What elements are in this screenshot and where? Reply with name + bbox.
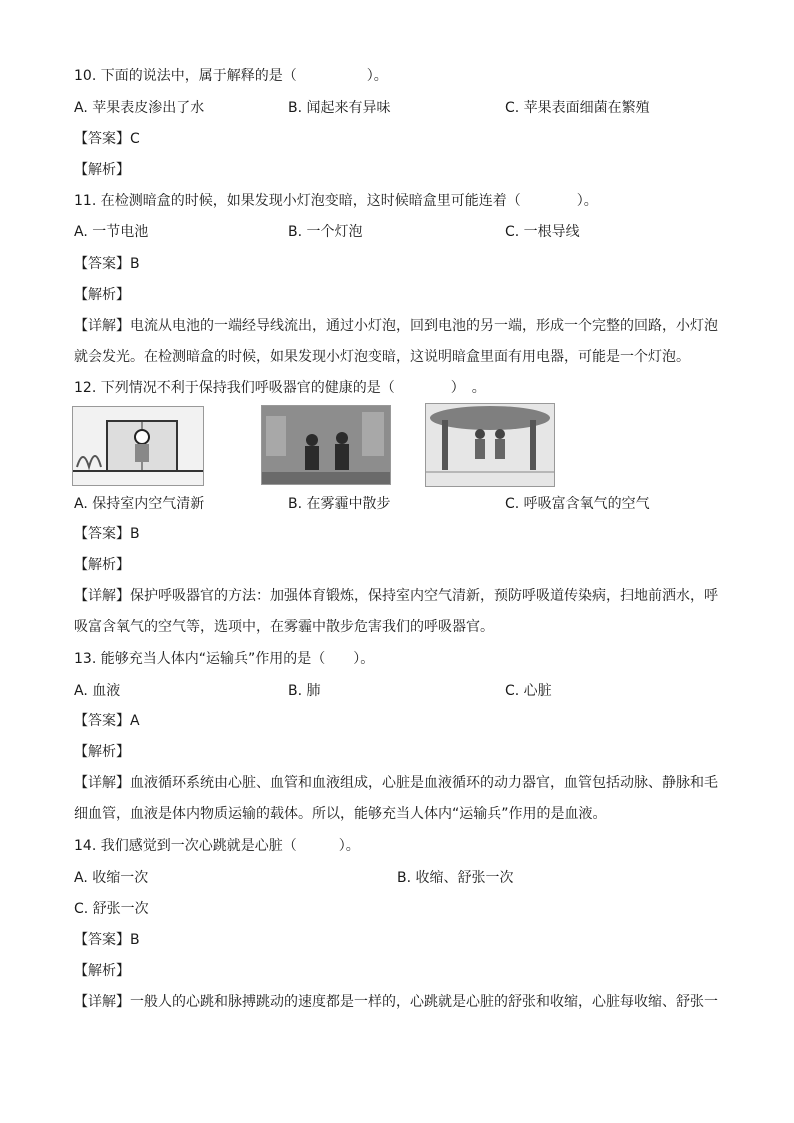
- q12-analysis: 【解析】: [74, 557, 130, 573]
- q11-option-b: B. 一个灯泡: [288, 224, 363, 240]
- q10-option-c: C. 苹果表面细菌在繁殖: [505, 100, 650, 116]
- window-illustration: [72, 406, 204, 486]
- q13-detail: 【详解】血液循环系统由心脏、血管和血液组成，心脏是血液循环的动力器官，血管包括动脉、静脉和毛细血管，血液是体内物质运输的载体。所以，能够充当人体内“运输兵”作用的是血液。: [74, 775, 718, 822]
- q11-analysis: 【解析】: [74, 287, 130, 303]
- q14-option-a: A. 收缩一次: [74, 870, 149, 886]
- q12-option-c: C. 呼吸富含氧气的空气: [505, 496, 650, 512]
- q14-detail: 【详解】一般人的心跳和脉搏跳动的速度都是一样的，心跳就是心脏的舒张和收缩，心脏每收缩、舒张一: [74, 994, 718, 1010]
- q12-stem: 12. 下列情况不利于保持我们呼吸器官的健康的是（ ） 。: [74, 380, 486, 396]
- q13-option-a: A. 血液: [74, 683, 121, 699]
- q13-analysis: 【解析】: [74, 744, 130, 760]
- q14-answer: 【答案】B: [74, 932, 140, 948]
- q12-detail: 【详解】保护呼吸器官的方法：加强体育锻炼，保持室内空气清新，预防呼吸道传染病，扫地前洒水，呼吸富含氧气的空气等，选项中，在雾霾中散步危害我们的呼吸器官。: [74, 588, 718, 635]
- q13-answer: 【答案】A: [74, 713, 140, 729]
- q14-stem: 14. 我们感觉到一次心跳就是心脏（ ）。: [74, 838, 360, 854]
- q12-answer: 【答案】B: [74, 526, 140, 542]
- trees-illustration: [425, 403, 555, 487]
- q10-analysis: 【解析】: [74, 162, 130, 178]
- q10-option-b: B. 闻起来有异味: [288, 100, 391, 116]
- q14-analysis: 【解析】: [74, 963, 130, 979]
- q11-detail: 【详解】电流从电池的一端经导线流出，通过小灯泡，回到电池的另一端，形成一个完整的回路，小灯泡就会发光。在检测暗盒的时候，如果发现小灯泡变暗，这说明暗盒里面有用电器，可能是一个灯泡。: [74, 318, 718, 365]
- q12-option-a: A. 保持室内空气清新: [74, 496, 205, 512]
- q11-option-c: C. 一根导线: [505, 224, 580, 240]
- q11-stem: 11. 在检测暗盒的时候，如果发现小灯泡变暗，这时候暗盒里可能连着（ ）。: [74, 193, 598, 209]
- q13-option-b: B. 肺: [288, 683, 321, 699]
- q11-answer: 【答案】B: [74, 256, 140, 272]
- q13-stem: 13. 能够充当人体内“运输兵”作用的是（ ）。: [74, 651, 375, 667]
- q10-stem: 10. 下面的说法中，属于解释的是（ ）。: [74, 68, 388, 84]
- q14-option-b: B. 收缩、舒张一次: [397, 870, 514, 886]
- q12-option-b: B. 在雾霾中散步: [288, 496, 391, 512]
- q10-answer: 【答案】C: [74, 131, 140, 147]
- q11-option-a: A. 一节电池: [74, 224, 149, 240]
- smog-illustration: [261, 405, 391, 485]
- q10-option-a: A. 苹果表皮渗出了水: [74, 100, 205, 116]
- q13-option-c: C. 心脏: [505, 683, 552, 699]
- q14-option-c: C. 舒张一次: [74, 901, 149, 917]
